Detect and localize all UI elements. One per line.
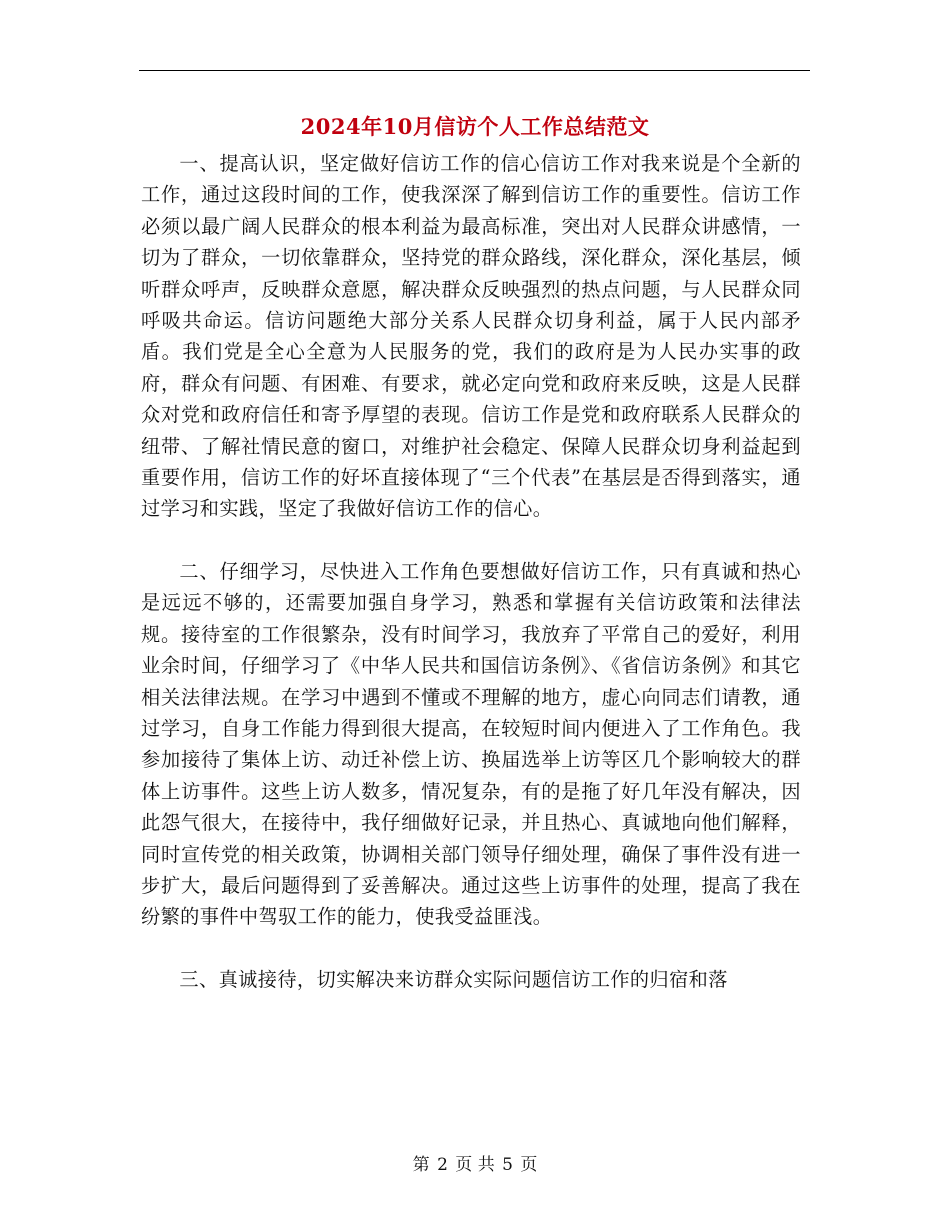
paragraph-3: 三、真诚接待，切实解决来访群众实际问题信访工作的归宿和落 xyxy=(179,967,728,991)
header-rule xyxy=(139,70,810,71)
footer-suffix: 页 xyxy=(520,1155,538,1175)
page-footer xyxy=(0,1153,950,1177)
paragraph-2: 二、仔细学习，尽快进入工作角色要想做好信访工作，只有真诚和热心是远远不够的，还需要加强自身学习，熟悉和掌握有关信访政策和法律法规。接待室的工作很繁杂，没有时间学习，我放弃了平常自己的爱好，利用业余时间，仔细学习了《中华人民共和国信访条例》、《省信访条例》和其它相关法律法规。在学习中遇到不懂或不理解的地方，虚心向同志们请教，通过学习，自身工作能力得到很大提高，在较短时间内便进入了工作角色。我参加接待了集体上访、动迁补偿上访、换届选举上访等区几个影响较大的群体上访事件。这些上访人数多，情况复杂，有的是拖了好几年没有解决，因此怨气很大，在接待中，我仔细做好记录，并且热心、真诚地向他们解释，同时宣传党的相关政策，协调相关部门领导仔细处理，确保了事件没有进一步扩大，最后问题得到了妥善解决。通过这些上访事件的处理，提高了我在纷繁的事件中驾驭工作的能力，使我受益匪浅。 xyxy=(141,559,801,929)
document-title: 2024年10月信访个人工作总结范文 xyxy=(300,114,650,139)
footer-page-total: 5 xyxy=(502,1155,513,1175)
footer-page-number: 2 xyxy=(437,1155,448,1175)
document-body xyxy=(141,148,801,995)
footer-prefix: 第 xyxy=(412,1155,430,1175)
paragraph-1: 一、提高认识，坚定做好信访工作的信心信访工作对我来说是个全新的工作，通过这段时间的工作，使我深深了解到信访工作的重要性。信访工作必须以最广阔人民群众的根本利益为最高标准，突出对人民群众讲感情，一切为了群众，一切依靠群众，坚持党的群众路线，深化群众，深化基层，倾听群众呼声，反映群众意愿，解决群众反映强烈的热点问题，与人民群众同呼吸共命运。信访问题绝大部分关系人民群众切身利益，属于人民内部矛盾。我们党是全心全意为人民服务的党，我们的政府是为人民办实事的政府，群众有问题、有困难、有要求，就必定向党和政府来反映，这是人民群众对党和政府信任和寄予厚望的表现。信访工作是党和政府联系人民群众的纽带、了解社情民意的窗口，对维护社会稳定、保障人民群众切身利益起到重要作用，信访工作的好坏直接体现了“三个代表”在基层是否得到落实，通过学习和实践，坚定了我做好信访工作的信心。 xyxy=(141,152,801,521)
footer-middle: 页 共 xyxy=(455,1155,495,1175)
